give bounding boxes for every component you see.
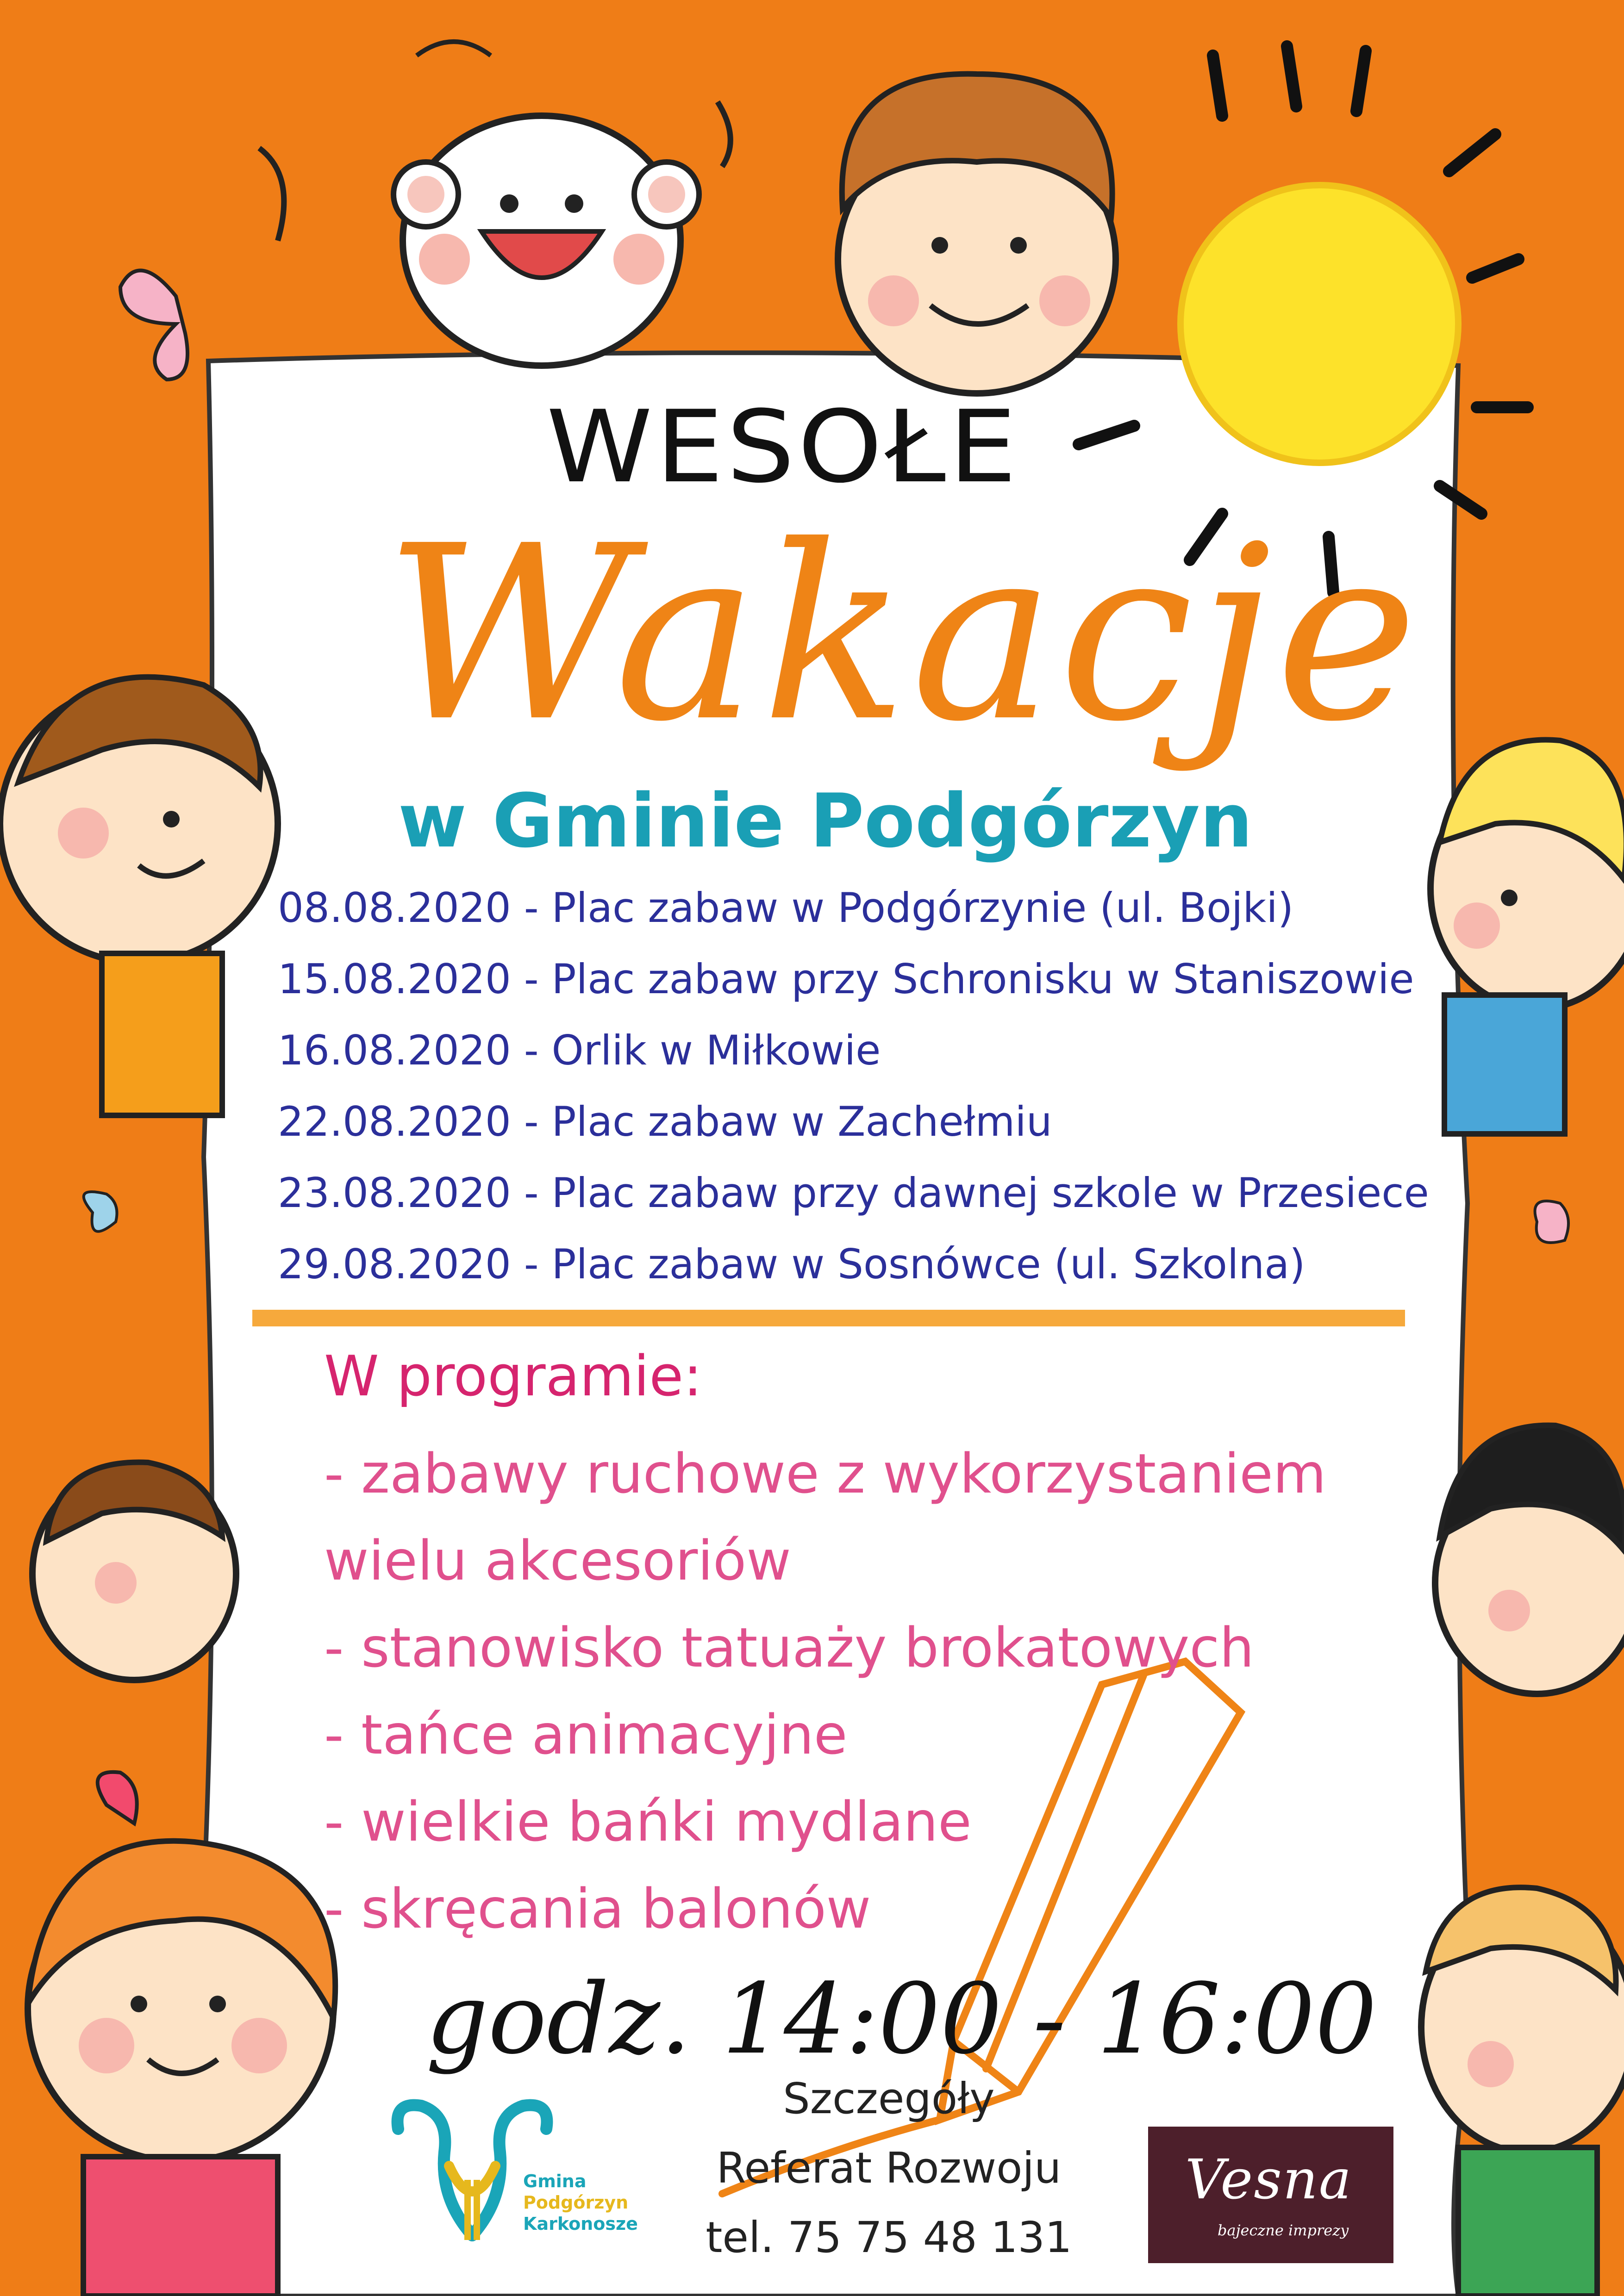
section-divider bbox=[252, 1310, 1405, 1326]
details-department: Referat Rozwoju bbox=[716, 2143, 1062, 2193]
details-heading: Szczegóły bbox=[783, 2074, 995, 2123]
event-item: 23.08.2020 - Plac zabaw przy dawnej szkole w Przesiece bbox=[278, 1169, 1429, 1217]
program-list bbox=[324, 1430, 1326, 1952]
poster-title-script: Wakacje bbox=[384, 494, 1422, 774]
program-item: - tańce animacyjne bbox=[324, 1703, 848, 1767]
contact-details bbox=[681, 2064, 1097, 2272]
poster-title-top: WESOŁE bbox=[546, 389, 1020, 505]
logo-line-gmina: Gmina bbox=[523, 2171, 587, 2191]
program-item: - wielkie bańki mydlane bbox=[324, 1790, 972, 1854]
logo-line-podgorzyn: Podgórzyn bbox=[523, 2192, 629, 2213]
event-item: 16.08.2020 - Orlik w Miłkowie bbox=[278, 1027, 881, 1074]
vesna-logo-tagline: bajeczne imprezy bbox=[1218, 2221, 1349, 2239]
event-item: 08.08.2020 - Plac zabaw w Podgórzynie (ul. Bojki) bbox=[278, 884, 1294, 932]
logo-line-karkonosze: Karkonosze bbox=[523, 2214, 638, 2234]
event-item: 29.08.2020 - Plac zabaw w Sosnówce (ul. Szkolna) bbox=[278, 1240, 1305, 1288]
poster-subtitle: w Gminie Podgórzyn bbox=[398, 778, 1253, 864]
program-item: - zabawy ruchowe z wykorzystaniem bbox=[324, 1442, 1326, 1506]
vesna-logo-word: Vesna bbox=[1185, 2147, 1353, 2211]
details-phone: tel. 75 75 48 131 bbox=[706, 2213, 1072, 2262]
program-item: wielu akcesoriów bbox=[324, 1529, 791, 1593]
program-item: - stanowisko tatuaży brokatowych bbox=[324, 1616, 1254, 1680]
program-heading: W programie: bbox=[324, 1344, 702, 1409]
event-hours: godz. 14:00 - 16:00 bbox=[426, 1962, 1377, 2076]
event-item: 22.08.2020 - Plac zabaw w Zachełmiu bbox=[278, 1098, 1052, 1145]
gmina-logo-text bbox=[523, 2171, 638, 2234]
event-item: 15.08.2020 - Plac zabaw przy Schronisku w Staniszowie bbox=[278, 955, 1414, 1003]
program-item: - skręcania balonów bbox=[324, 1877, 871, 1941]
event-schedule-list bbox=[278, 872, 1429, 1300]
